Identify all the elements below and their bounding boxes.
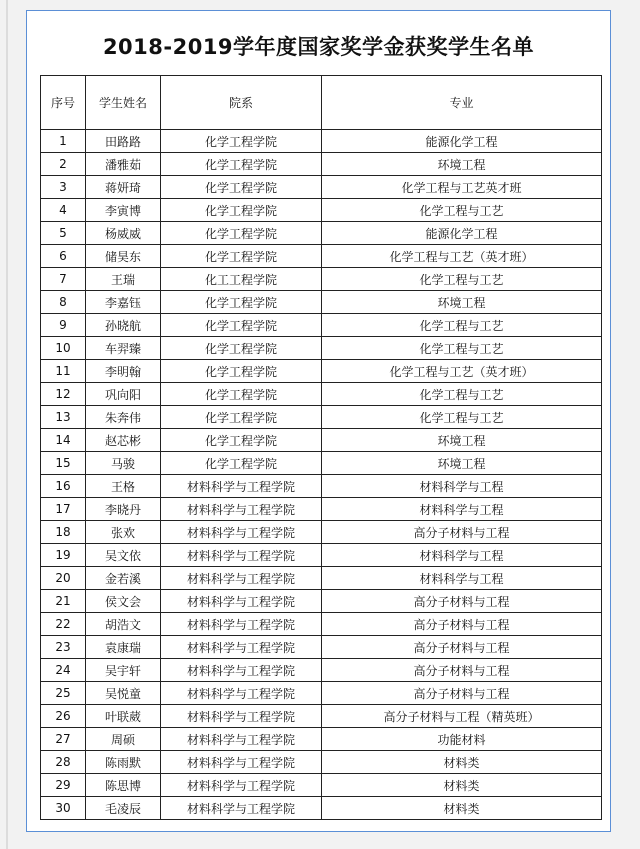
cell-no: 9 xyxy=(41,314,86,337)
cell-name: 张欢 xyxy=(86,521,161,544)
table-row xyxy=(41,268,602,291)
table-row xyxy=(41,705,602,728)
cell-school: 材料科学与工程学院 xyxy=(161,751,322,774)
cell-major: 材料类 xyxy=(322,797,602,820)
cell-name: 陈思博 xyxy=(86,774,161,797)
cell-name: 胡浩文 xyxy=(86,613,161,636)
header-major: 专业 xyxy=(322,76,602,130)
cell-major: 能源化学工程 xyxy=(322,222,602,245)
cell-no: 4 xyxy=(41,199,86,222)
cell-school: 化学工程学院 xyxy=(161,199,322,222)
cell-major: 环境工程 xyxy=(322,291,602,314)
cell-name: 赵芯彬 xyxy=(86,429,161,452)
cell-no: 17 xyxy=(41,498,86,521)
cell-school: 化学工程学院 xyxy=(161,291,322,314)
cell-school: 材料科学与工程学院 xyxy=(161,567,322,590)
table-row xyxy=(41,291,602,314)
left-divider xyxy=(6,0,8,849)
cell-school: 化学工程学院 xyxy=(161,245,322,268)
table-row xyxy=(41,452,602,475)
table-row xyxy=(41,314,602,337)
cell-major: 化学工程与工艺英才班 xyxy=(322,176,602,199)
cell-school: 材料科学与工程学院 xyxy=(161,613,322,636)
cell-school: 材料科学与工程学院 xyxy=(161,682,322,705)
cell-name: 车羿臻 xyxy=(86,337,161,360)
cell-school: 材料科学与工程学院 xyxy=(161,498,322,521)
table-row xyxy=(41,199,602,222)
cell-name: 李晓丹 xyxy=(86,498,161,521)
table-row xyxy=(41,774,602,797)
cell-major: 材料科学与工程 xyxy=(322,567,602,590)
table-row xyxy=(41,406,602,429)
table-row xyxy=(41,130,602,153)
cell-no: 3 xyxy=(41,176,86,199)
cell-name: 李明翰 xyxy=(86,360,161,383)
cell-school: 材料科学与工程学院 xyxy=(161,797,322,820)
document-title: 2018-2019学年度国家奖学金获奖学生名单 xyxy=(102,35,535,59)
table-row xyxy=(41,590,602,613)
cell-no: 8 xyxy=(41,291,86,314)
table-body xyxy=(41,130,602,820)
cell-no: 20 xyxy=(41,567,86,590)
cell-major: 材料类 xyxy=(322,774,602,797)
cell-name: 李寅博 xyxy=(86,199,161,222)
cell-school: 化学工程学院 xyxy=(161,153,322,176)
cell-school: 化学工程学院 xyxy=(161,176,322,199)
table-row xyxy=(41,498,602,521)
cell-no: 29 xyxy=(41,774,86,797)
cell-name: 储昊东 xyxy=(86,245,161,268)
cell-name: 周硕 xyxy=(86,728,161,751)
cell-major: 高分子材料与工程（精英班） xyxy=(322,705,602,728)
table-header-row xyxy=(41,76,602,130)
cell-name: 孙晓航 xyxy=(86,314,161,337)
cell-major: 化学工程与工艺 xyxy=(322,383,602,406)
cell-no: 21 xyxy=(41,590,86,613)
cell-no: 30 xyxy=(41,797,86,820)
cell-major: 高分子材料与工程 xyxy=(322,521,602,544)
cell-major: 材料科学与工程 xyxy=(322,544,602,567)
table-row xyxy=(41,429,602,452)
cell-name: 金若溪 xyxy=(86,567,161,590)
cell-name: 袁康瑞 xyxy=(86,636,161,659)
cell-no: 24 xyxy=(41,659,86,682)
cell-name: 陈雨默 xyxy=(86,751,161,774)
cell-major: 材料科学与工程 xyxy=(322,498,602,521)
table-row xyxy=(41,728,602,751)
cell-school: 化学工程学院 xyxy=(161,130,322,153)
cell-no: 18 xyxy=(41,521,86,544)
table-row xyxy=(41,682,602,705)
cell-major: 化学工程与工艺 xyxy=(322,406,602,429)
cell-school: 材料科学与工程学院 xyxy=(161,774,322,797)
cell-school: 材料科学与工程学院 xyxy=(161,728,322,751)
cell-name: 吴文依 xyxy=(86,544,161,567)
cell-no: 10 xyxy=(41,337,86,360)
cell-major: 化学工程与工艺 xyxy=(322,337,602,360)
cell-major: 高分子材料与工程 xyxy=(322,613,602,636)
cell-school: 材料科学与工程学院 xyxy=(161,475,322,498)
cell-name: 王瑞 xyxy=(86,268,161,291)
cell-school: 化学工程学院 xyxy=(161,314,322,337)
cell-school: 材料科学与工程学院 xyxy=(161,705,322,728)
header-school: 院系 xyxy=(161,76,322,130)
cell-no: 19 xyxy=(41,544,86,567)
cell-school: 材料科学与工程学院 xyxy=(161,544,322,567)
cell-no: 27 xyxy=(41,728,86,751)
cell-no: 28 xyxy=(41,751,86,774)
cell-no: 11 xyxy=(41,360,86,383)
cell-school: 化学工程学院 xyxy=(161,406,322,429)
table-row xyxy=(41,360,602,383)
table-row xyxy=(41,245,602,268)
header-name: 学生姓名 xyxy=(86,76,161,130)
cell-name: 李嘉钰 xyxy=(86,291,161,314)
table-row xyxy=(41,797,602,820)
cell-name: 吴悦童 xyxy=(86,682,161,705)
cell-major: 化学工程与工艺（英才班） xyxy=(322,245,602,268)
cell-name: 潘雅茹 xyxy=(86,153,161,176)
cell-no: 6 xyxy=(41,245,86,268)
cell-name: 蒋妍琦 xyxy=(86,176,161,199)
cell-major: 高分子材料与工程 xyxy=(322,636,602,659)
cell-no: 14 xyxy=(41,429,86,452)
cell-school: 化学工程学院 xyxy=(161,337,322,360)
cell-no: 5 xyxy=(41,222,86,245)
table-row xyxy=(41,337,602,360)
cell-no: 1 xyxy=(41,130,86,153)
cell-no: 13 xyxy=(41,406,86,429)
header-no: 序号 xyxy=(41,76,86,130)
cell-no: 7 xyxy=(41,268,86,291)
cell-school: 材料科学与工程学院 xyxy=(161,521,322,544)
cell-major: 化学工程与工艺 xyxy=(322,314,602,337)
cell-school: 化学工程学院 xyxy=(161,383,322,406)
table-row xyxy=(41,544,602,567)
cell-major: 化学工程与工艺（英才班） xyxy=(322,360,602,383)
table-row xyxy=(41,659,602,682)
table-row xyxy=(41,613,602,636)
cell-no: 12 xyxy=(41,383,86,406)
cell-major: 高分子材料与工程 xyxy=(322,590,602,613)
table-row xyxy=(41,176,602,199)
cell-school: 材料科学与工程学院 xyxy=(161,659,322,682)
cell-major: 化学工程与工艺 xyxy=(322,199,602,222)
cell-major: 材料科学与工程 xyxy=(322,475,602,498)
cell-major: 高分子材料与工程 xyxy=(322,659,602,682)
cell-school: 化学工程学院 xyxy=(161,360,322,383)
cell-name: 巩向阳 xyxy=(86,383,161,406)
cell-major: 功能材料 xyxy=(322,728,602,751)
cell-name: 王格 xyxy=(86,475,161,498)
cell-major: 环境工程 xyxy=(322,153,602,176)
cell-school: 化学工程学院 xyxy=(161,222,322,245)
cell-name: 叶联葳 xyxy=(86,705,161,728)
cell-name: 朱奔伟 xyxy=(86,406,161,429)
cell-name: 马骏 xyxy=(86,452,161,475)
cell-school: 材料科学与工程学院 xyxy=(161,636,322,659)
cell-no: 15 xyxy=(41,452,86,475)
cell-no: 16 xyxy=(41,475,86,498)
table-row xyxy=(41,383,602,406)
award-table xyxy=(40,75,602,820)
cell-major: 材料类 xyxy=(322,751,602,774)
table-row xyxy=(41,475,602,498)
cell-major: 环境工程 xyxy=(322,452,602,475)
cell-major: 环境工程 xyxy=(322,429,602,452)
table-row xyxy=(41,222,602,245)
cell-name: 毛凌辰 xyxy=(86,797,161,820)
cell-name: 侯文会 xyxy=(86,590,161,613)
cell-no: 26 xyxy=(41,705,86,728)
cell-name: 田路路 xyxy=(86,130,161,153)
cell-no: 25 xyxy=(41,682,86,705)
cell-major: 化学工程与工艺 xyxy=(322,268,602,291)
document-page xyxy=(26,10,611,832)
cell-school: 化学工程学院 xyxy=(161,429,322,452)
cell-name: 吴宇轩 xyxy=(86,659,161,682)
cell-major: 高分子材料与工程 xyxy=(322,682,602,705)
cell-no: 22 xyxy=(41,613,86,636)
cell-major: 能源化学工程 xyxy=(322,130,602,153)
cell-school: 材料科学与工程学院 xyxy=(161,590,322,613)
cell-no: 2 xyxy=(41,153,86,176)
table-row xyxy=(41,751,602,774)
cell-no: 23 xyxy=(41,636,86,659)
table-row xyxy=(41,636,602,659)
cell-name: 杨威威 xyxy=(86,222,161,245)
cell-school: 化工工程学院 xyxy=(161,268,322,291)
table-row xyxy=(41,567,602,590)
table-row xyxy=(41,153,602,176)
table-row xyxy=(41,521,602,544)
cell-school: 化学工程学院 xyxy=(161,452,322,475)
